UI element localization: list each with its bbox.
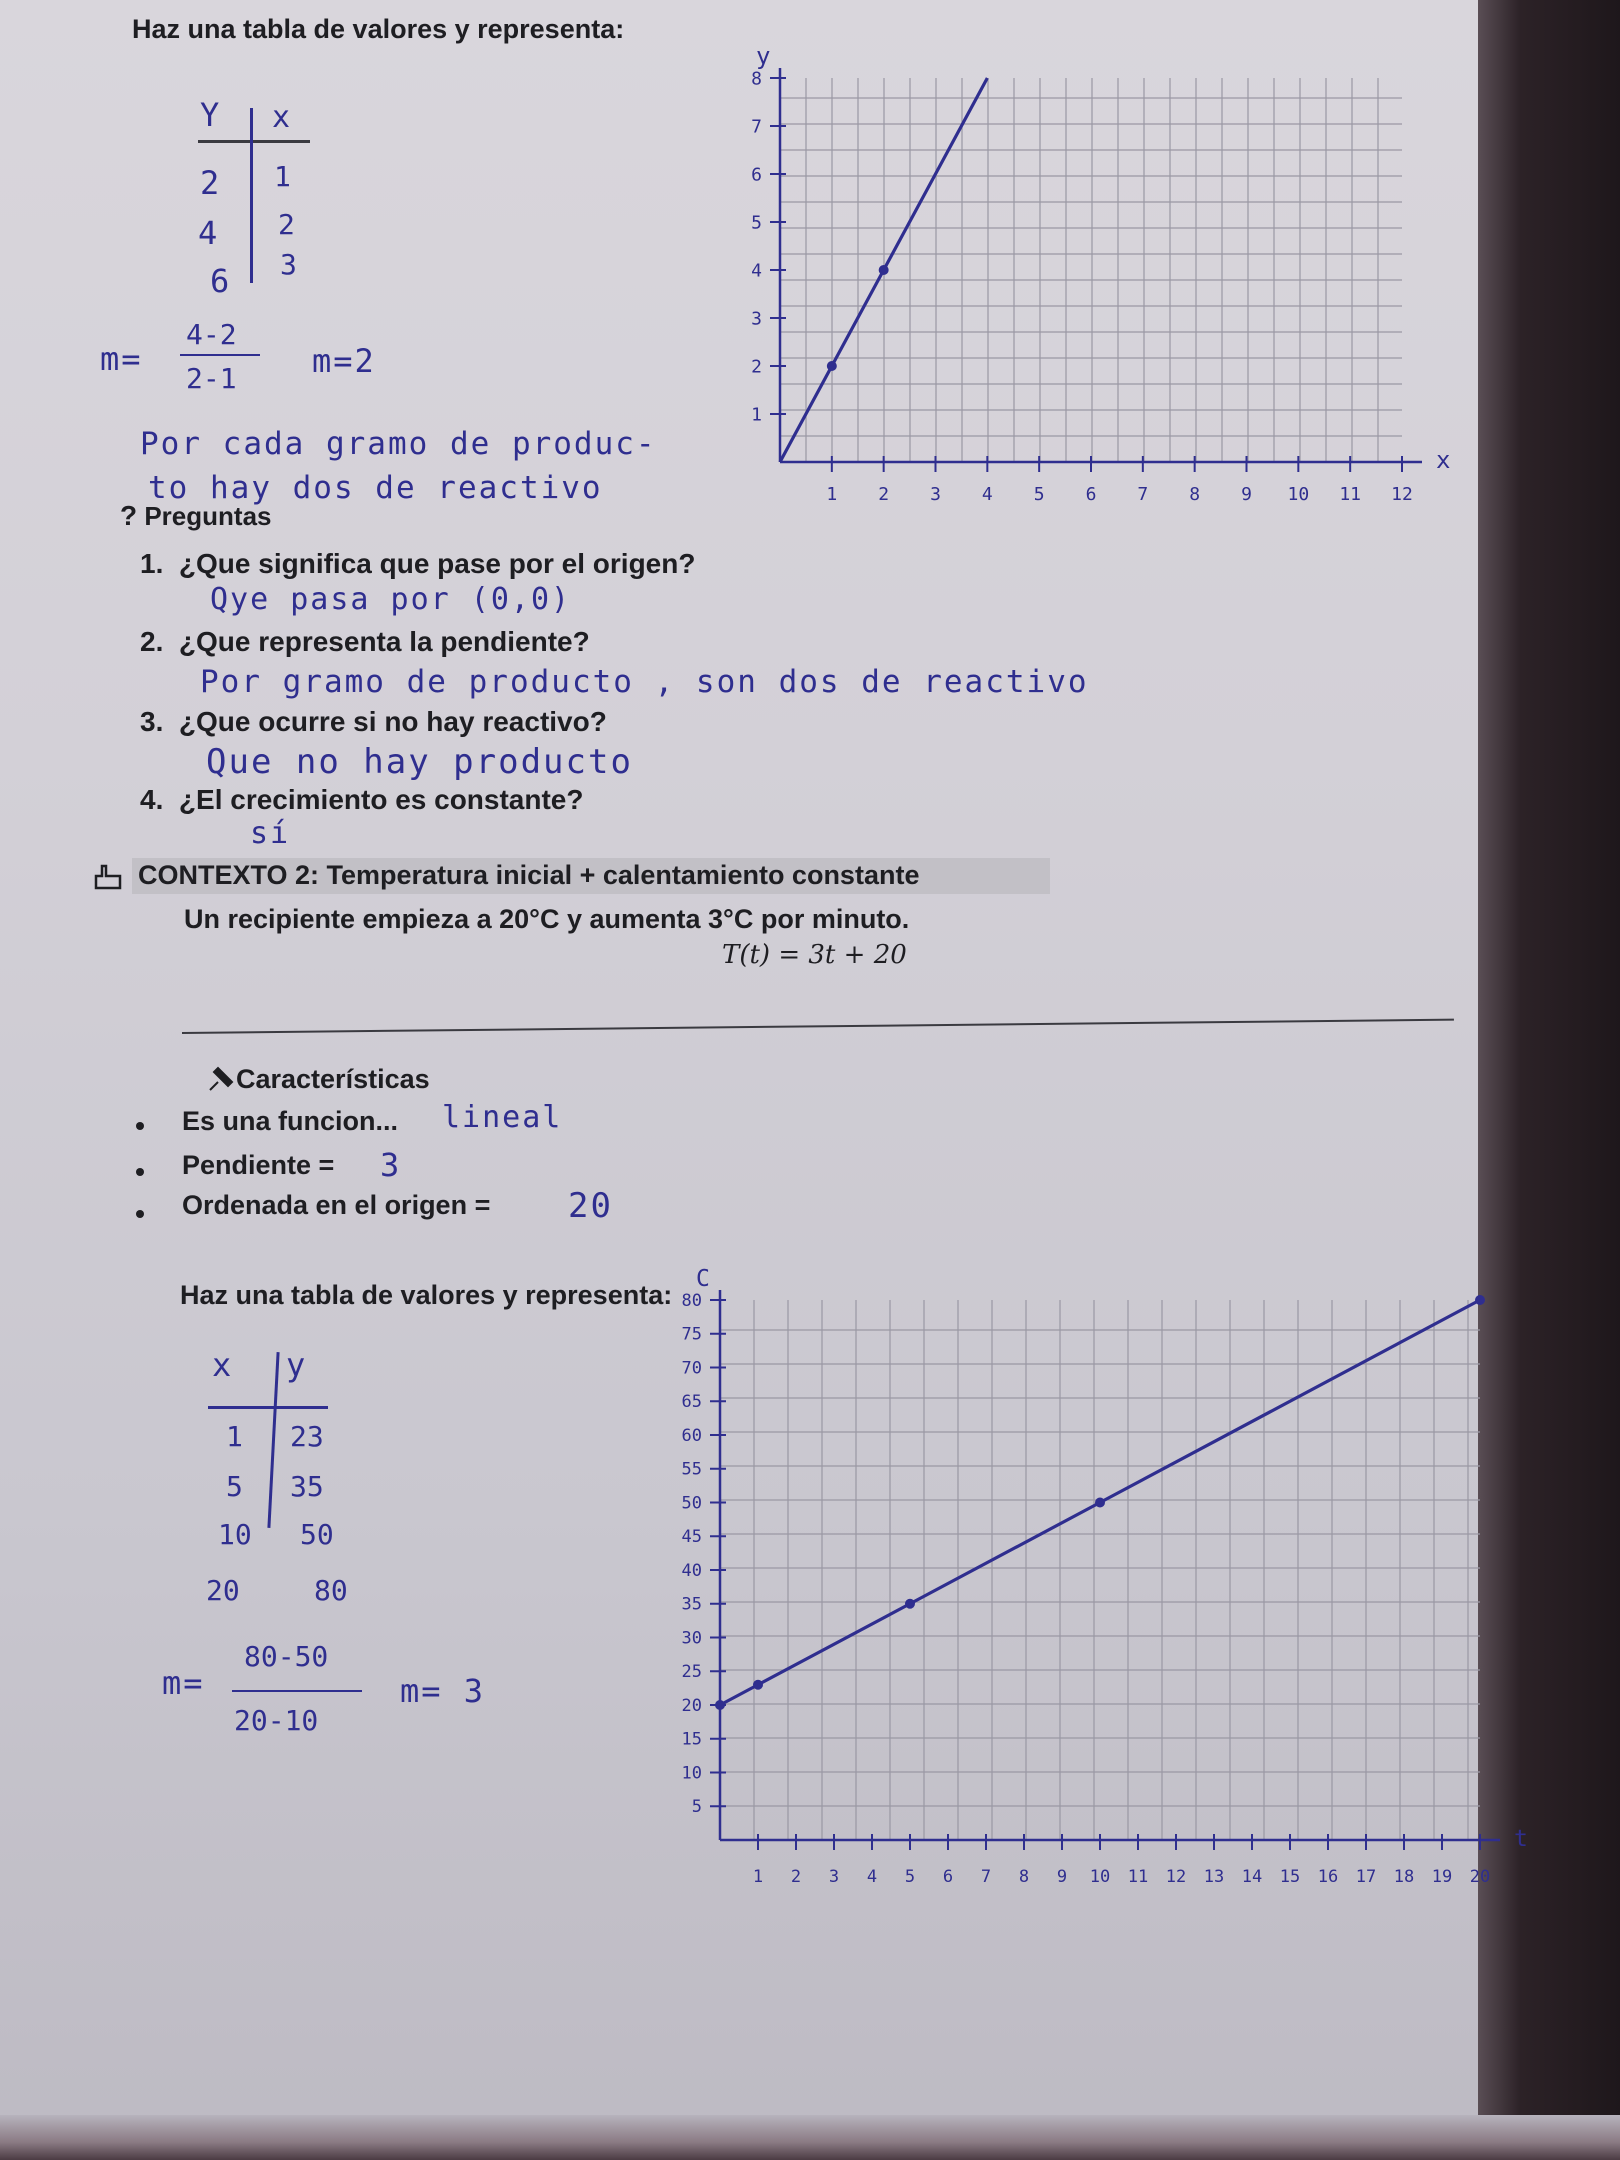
data-point bbox=[879, 265, 889, 275]
y-axis-label: C bbox=[696, 1266, 710, 1292]
x-tick-label: 2 bbox=[790, 1867, 802, 1887]
x-tick-label: 20 bbox=[1469, 1867, 1491, 1887]
x-tick-label: 10 bbox=[1089, 1867, 1111, 1887]
paper-bottom-edge bbox=[0, 2115, 1620, 2160]
x-axis-label: t bbox=[1514, 1826, 1528, 1852]
y-tick-label: 65 bbox=[681, 1392, 702, 1413]
data-point bbox=[827, 361, 837, 371]
x-tick-label: 18 bbox=[1393, 1867, 1415, 1887]
x-axis-label: x bbox=[1436, 446, 1451, 474]
data-point bbox=[1095, 1498, 1105, 1508]
hand-icon bbox=[92, 862, 126, 892]
y-tick-label: 4 bbox=[751, 260, 762, 282]
data-point bbox=[905, 1599, 915, 1609]
context2-statement bbox=[184, 904, 909, 935]
table2-r3-c2: 50 bbox=[300, 1518, 334, 1551]
slope1-fraction-bar bbox=[180, 354, 260, 356]
x-tick-label: 12 bbox=[1165, 1867, 1187, 1887]
x-tick-label: 8 bbox=[1189, 484, 1201, 505]
bullet-2-label: Pendiente = bbox=[182, 1150, 335, 1180]
x-tick-label: 6 bbox=[1085, 484, 1097, 505]
y-tick-label: 55 bbox=[681, 1459, 702, 1480]
y-tick-label: 60 bbox=[681, 1425, 702, 1446]
question-4-number: 4. bbox=[140, 784, 164, 815]
y-tick-label: 7 bbox=[751, 116, 762, 138]
chart2-graph bbox=[640, 1266, 1560, 1920]
x-tick-label: 1 bbox=[826, 484, 838, 505]
slope1-prefix: m= bbox=[100, 340, 143, 378]
table1-r3-c1: 6 bbox=[210, 262, 232, 300]
table1-r1-c2: 1 bbox=[274, 160, 293, 193]
x-tick-label: 10 bbox=[1287, 484, 1310, 505]
y-tick-label: 45 bbox=[681, 1527, 702, 1548]
y-tick-label: 8 bbox=[751, 68, 762, 90]
statement-part-c: y aumenta bbox=[559, 904, 709, 934]
table2-col1-header: x bbox=[212, 1346, 234, 1384]
table1-col2-header: x bbox=[272, 100, 293, 135]
pin-icon bbox=[204, 1064, 236, 1096]
y-tick-label: 10 bbox=[681, 1763, 702, 1784]
table2-r3-c1: 10 bbox=[218, 1518, 252, 1551]
slope1-result: m=2 bbox=[312, 342, 376, 380]
question-2 bbox=[140, 626, 590, 658]
bullet-3-label: Ordenada en el origen = bbox=[182, 1190, 491, 1220]
y-tick-label: 70 bbox=[681, 1358, 702, 1379]
data-point bbox=[753, 1680, 763, 1690]
context2-title: CONTEXTO 2: Temperatura inicial + calentamiento constante bbox=[138, 860, 920, 890]
bullet-1-label: Es una funcion... bbox=[182, 1106, 399, 1136]
table2-r1-c2: 23 bbox=[290, 1420, 324, 1453]
table1-r1-c1: 2 bbox=[200, 164, 222, 202]
bullet-1-answer: lineal bbox=[442, 1100, 563, 1135]
x-tick-label: 8 bbox=[1018, 1867, 1030, 1887]
table2-r4-c2: 80 bbox=[314, 1574, 348, 1607]
x-tick-label: 7 bbox=[980, 1867, 992, 1887]
initial-temperature: 20°C bbox=[499, 904, 560, 934]
statement-part-e: por minuto. bbox=[753, 904, 910, 934]
slope1-denominator: 2-1 bbox=[186, 362, 237, 395]
x-tick-label: 3 bbox=[828, 1867, 840, 1887]
interpretation-line1: Por cada gramo de produc- bbox=[140, 426, 657, 462]
y-tick-label: 3 bbox=[751, 308, 762, 330]
data-point bbox=[1475, 1295, 1485, 1305]
x-tick-label: 14 bbox=[1241, 1867, 1263, 1887]
y-tick-label: 15 bbox=[681, 1729, 702, 1750]
context2-table-heading: Haz una tabla de valores y representa: bbox=[180, 1280, 673, 1310]
y-tick-label: 35 bbox=[681, 1594, 702, 1615]
question-4-text: ¿El crecimiento es constante? bbox=[178, 784, 584, 815]
question-4 bbox=[140, 784, 584, 816]
table2-r2-c1: 5 bbox=[226, 1470, 243, 1503]
question-2-number: 2. bbox=[140, 626, 164, 657]
questions-title: Preguntas bbox=[144, 501, 272, 531]
question-3 bbox=[140, 706, 607, 738]
question-2-text: ¿Que representa la pendiente? bbox=[178, 626, 590, 657]
x-tick-label: 4 bbox=[981, 484, 993, 505]
slope1-numerator: 4-2 bbox=[186, 318, 237, 351]
x-tick-label: 7 bbox=[1137, 484, 1149, 505]
x-tick-label: 5 bbox=[1033, 484, 1045, 505]
x-tick-label: 3 bbox=[930, 484, 941, 505]
table1-divider bbox=[250, 108, 253, 283]
y-tick-label: 80 bbox=[681, 1290, 702, 1311]
table2-r4-c1: 20 bbox=[206, 1574, 240, 1607]
x-tick-label: 11 bbox=[1127, 1867, 1149, 1887]
y-tick-label: 75 bbox=[681, 1324, 702, 1345]
bullet-1 bbox=[136, 1122, 144, 1130]
x-tick-label: 15 bbox=[1279, 1867, 1301, 1887]
slope2-prefix: m= bbox=[162, 1664, 205, 1702]
slope2-denominator: 20-10 bbox=[234, 1704, 319, 1737]
x-tick-label: 2 bbox=[878, 484, 890, 505]
y-tick-label: 50 bbox=[681, 1493, 702, 1514]
bullet-3 bbox=[136, 1210, 144, 1218]
interpretation-line2: to hay dos de reactivo bbox=[148, 470, 603, 506]
x-tick-label: 19 bbox=[1431, 1867, 1453, 1887]
y-tick-label: 5 bbox=[691, 1797, 702, 1818]
question-1 bbox=[140, 548, 695, 580]
section1-heading: Haz una tabla de valores y representa: bbox=[132, 14, 625, 44]
answer-4: sí bbox=[250, 816, 291, 851]
table2-r1-c1: 1 bbox=[226, 1420, 243, 1453]
x-tick-label: 13 bbox=[1203, 1867, 1225, 1887]
table1-r2-c1: 4 bbox=[198, 214, 220, 252]
x-tick-label: 17 bbox=[1355, 1867, 1377, 1887]
chart1-graph bbox=[700, 30, 1451, 530]
question-1-text: ¿Que significa que pase por el origen? bbox=[178, 548, 696, 579]
question-3-text: ¿Que ocurre si no hay reactivo? bbox=[178, 706, 607, 737]
x-tick-label: 6 bbox=[942, 1867, 954, 1887]
x-tick-label: 16 bbox=[1317, 1867, 1339, 1887]
x-tick-label: 12 bbox=[1391, 484, 1413, 505]
question-3-number: 3. bbox=[140, 706, 164, 737]
y-tick-label: 25 bbox=[681, 1662, 702, 1683]
y-tick-label: 1 bbox=[751, 404, 762, 426]
data-point bbox=[715, 1700, 725, 1710]
table2-r2-c2: 35 bbox=[290, 1470, 324, 1503]
x-tick-label: 11 bbox=[1339, 484, 1362, 505]
slope2-fraction-bar bbox=[232, 1690, 362, 1692]
x-tick-label: 9 bbox=[1056, 1867, 1068, 1887]
statement-part-a: Un recipiente empieza a bbox=[184, 904, 500, 934]
slope2-result: m= 3 bbox=[400, 1672, 486, 1710]
y-tick-label: 6 bbox=[751, 164, 762, 186]
y-tick-label: 30 bbox=[681, 1628, 702, 1649]
formula: T(t) = 3t + 20 bbox=[722, 940, 907, 970]
bullet-3-answer: 20 bbox=[568, 1186, 613, 1226]
table2-col2-header: y bbox=[286, 1346, 308, 1384]
table1-col1-header: Y bbox=[200, 96, 222, 134]
question-1-number: 1. bbox=[140, 548, 164, 579]
x-tick-label: 1 bbox=[752, 1867, 764, 1887]
characteristics-title: Características bbox=[236, 1064, 430, 1094]
table1-r2-c2: 2 bbox=[278, 208, 297, 241]
x-tick-label: 9 bbox=[1241, 484, 1252, 505]
y-tick-label: 20 bbox=[681, 1695, 702, 1716]
question-mark-icon: ? bbox=[120, 500, 138, 531]
questions-title-row bbox=[120, 500, 272, 532]
answer-1: Qye pasa por (0,0) bbox=[210, 582, 572, 617]
table1-header-rule bbox=[198, 140, 310, 143]
heating-rate: 3°C bbox=[708, 904, 754, 934]
table2-header-rule bbox=[208, 1406, 328, 1409]
y-tick-label: 2 bbox=[751, 356, 762, 378]
y-tick-label: 40 bbox=[681, 1560, 702, 1581]
slope2-numerator: 80-50 bbox=[244, 1640, 329, 1673]
bullet-2 bbox=[136, 1168, 144, 1176]
answer-3: Que no hay producto bbox=[206, 742, 633, 782]
y-tick-label: 5 bbox=[751, 212, 762, 234]
answer-2: Por gramo de producto , son dos de reactivo bbox=[200, 664, 1089, 700]
table1-r3-c2: 3 bbox=[280, 248, 299, 281]
x-tick-label: 5 bbox=[904, 1867, 916, 1887]
y-axis-label: y bbox=[756, 42, 771, 70]
bullet-2-answer: 3 bbox=[380, 1146, 402, 1184]
x-tick-label: 4 bbox=[866, 1867, 878, 1887]
